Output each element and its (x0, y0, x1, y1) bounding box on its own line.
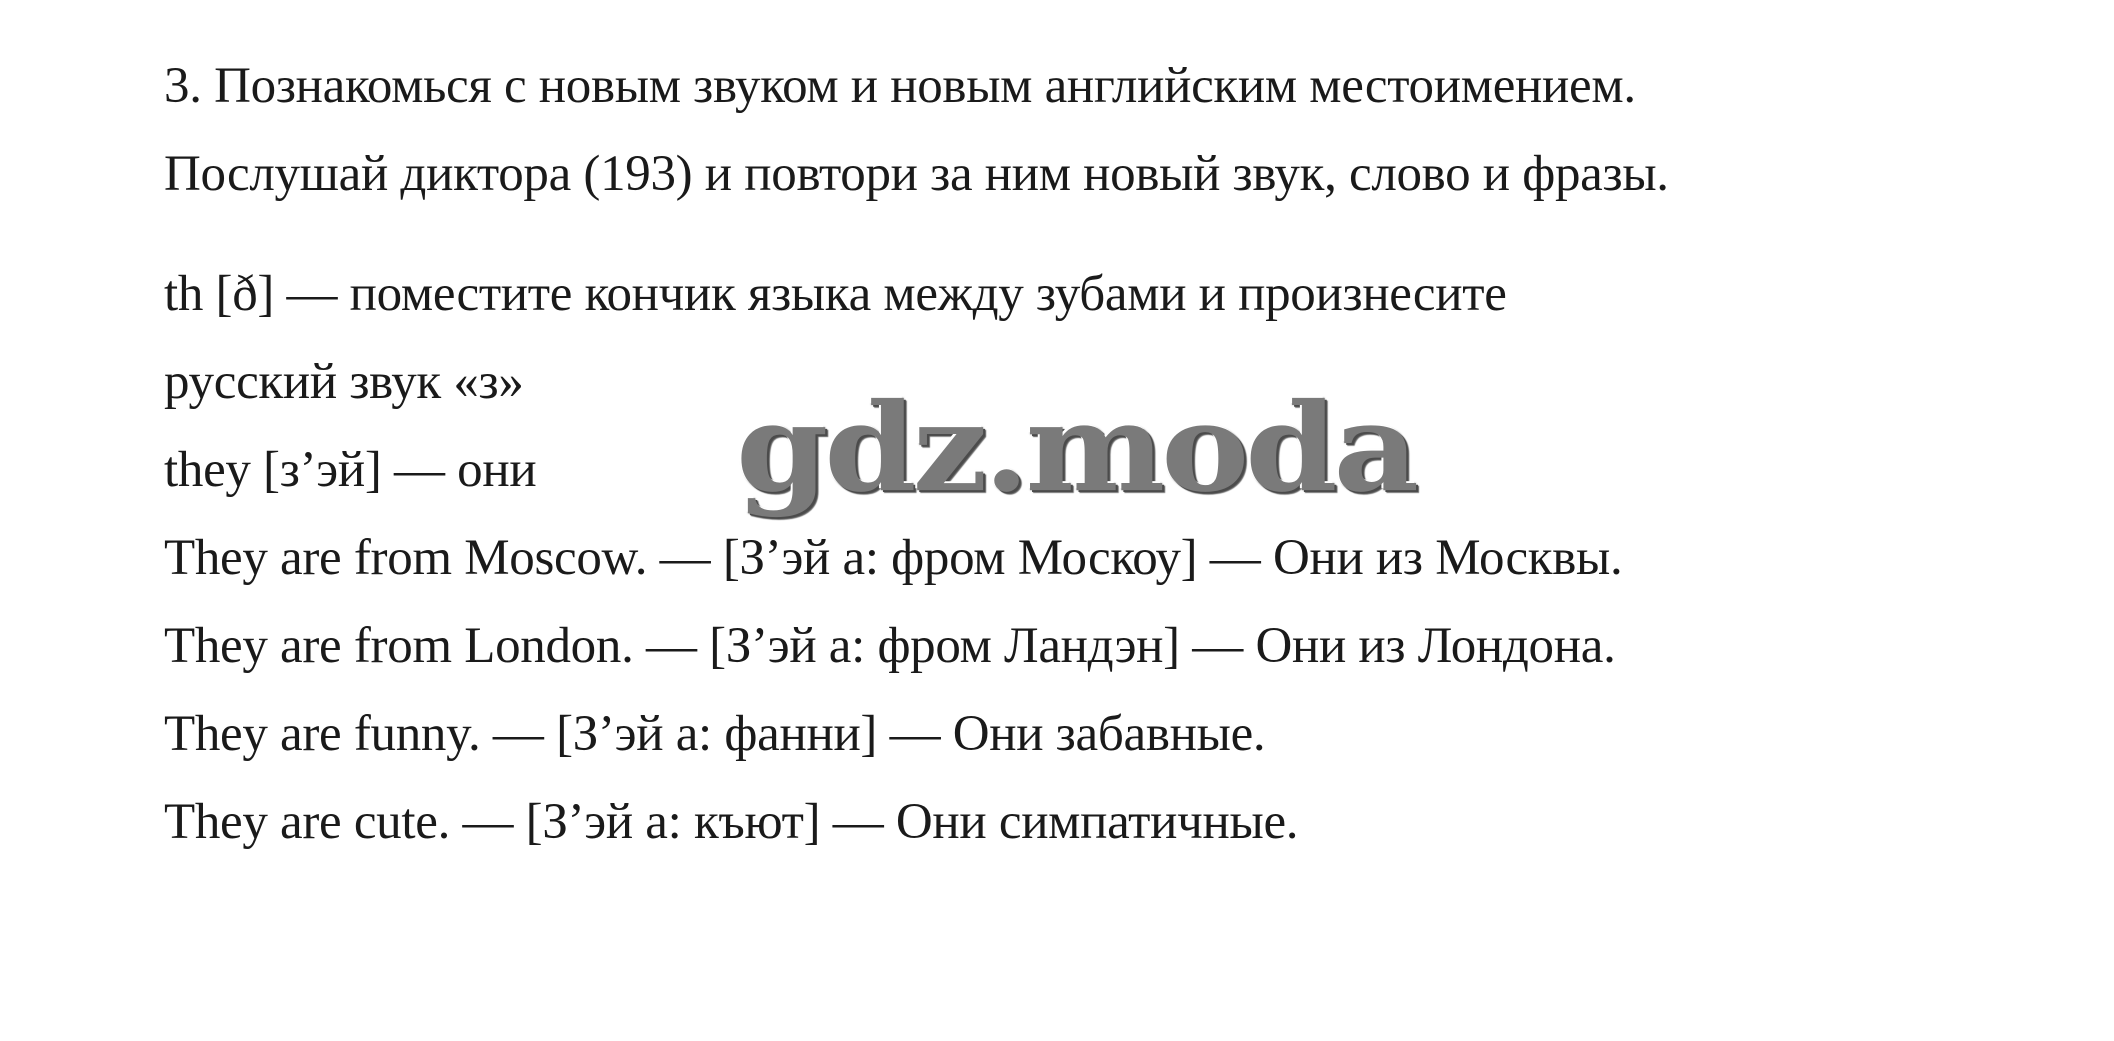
pronoun-line: they [з’эй] — они (164, 442, 537, 498)
phrase-line: They are funny. — [З’эй а: фанни] — Они забавные. (164, 706, 1266, 762)
sound-explanation-line-continued: русский звук «з» (164, 354, 524, 410)
sound-explanation-line: th [ð] — поместите кончик языка между зубами и произнесите (164, 266, 1507, 322)
phrase-line: They are cute. — [З’эй а: къют] — Они симпатичные. (164, 794, 1299, 850)
exercise-heading-line: 3. Познакомься с новым звуком и новым английским местоимением. (164, 58, 1636, 114)
exercise-instruction-line: Послушай диктора (193) и повтори за ним новый звук, слово и фразы. (164, 146, 1669, 202)
site-watermark: gdz.moda (736, 376, 1416, 520)
paragraph-gap (164, 232, 2064, 264)
phrase-line: They are from London. — [З’эй а: фром Ландэн] — Они из Лондона. (164, 618, 1616, 674)
phrase-line: They are from Moscow. — [З’эй а: фром Москоу] — Они из Москвы. (164, 530, 1623, 586)
